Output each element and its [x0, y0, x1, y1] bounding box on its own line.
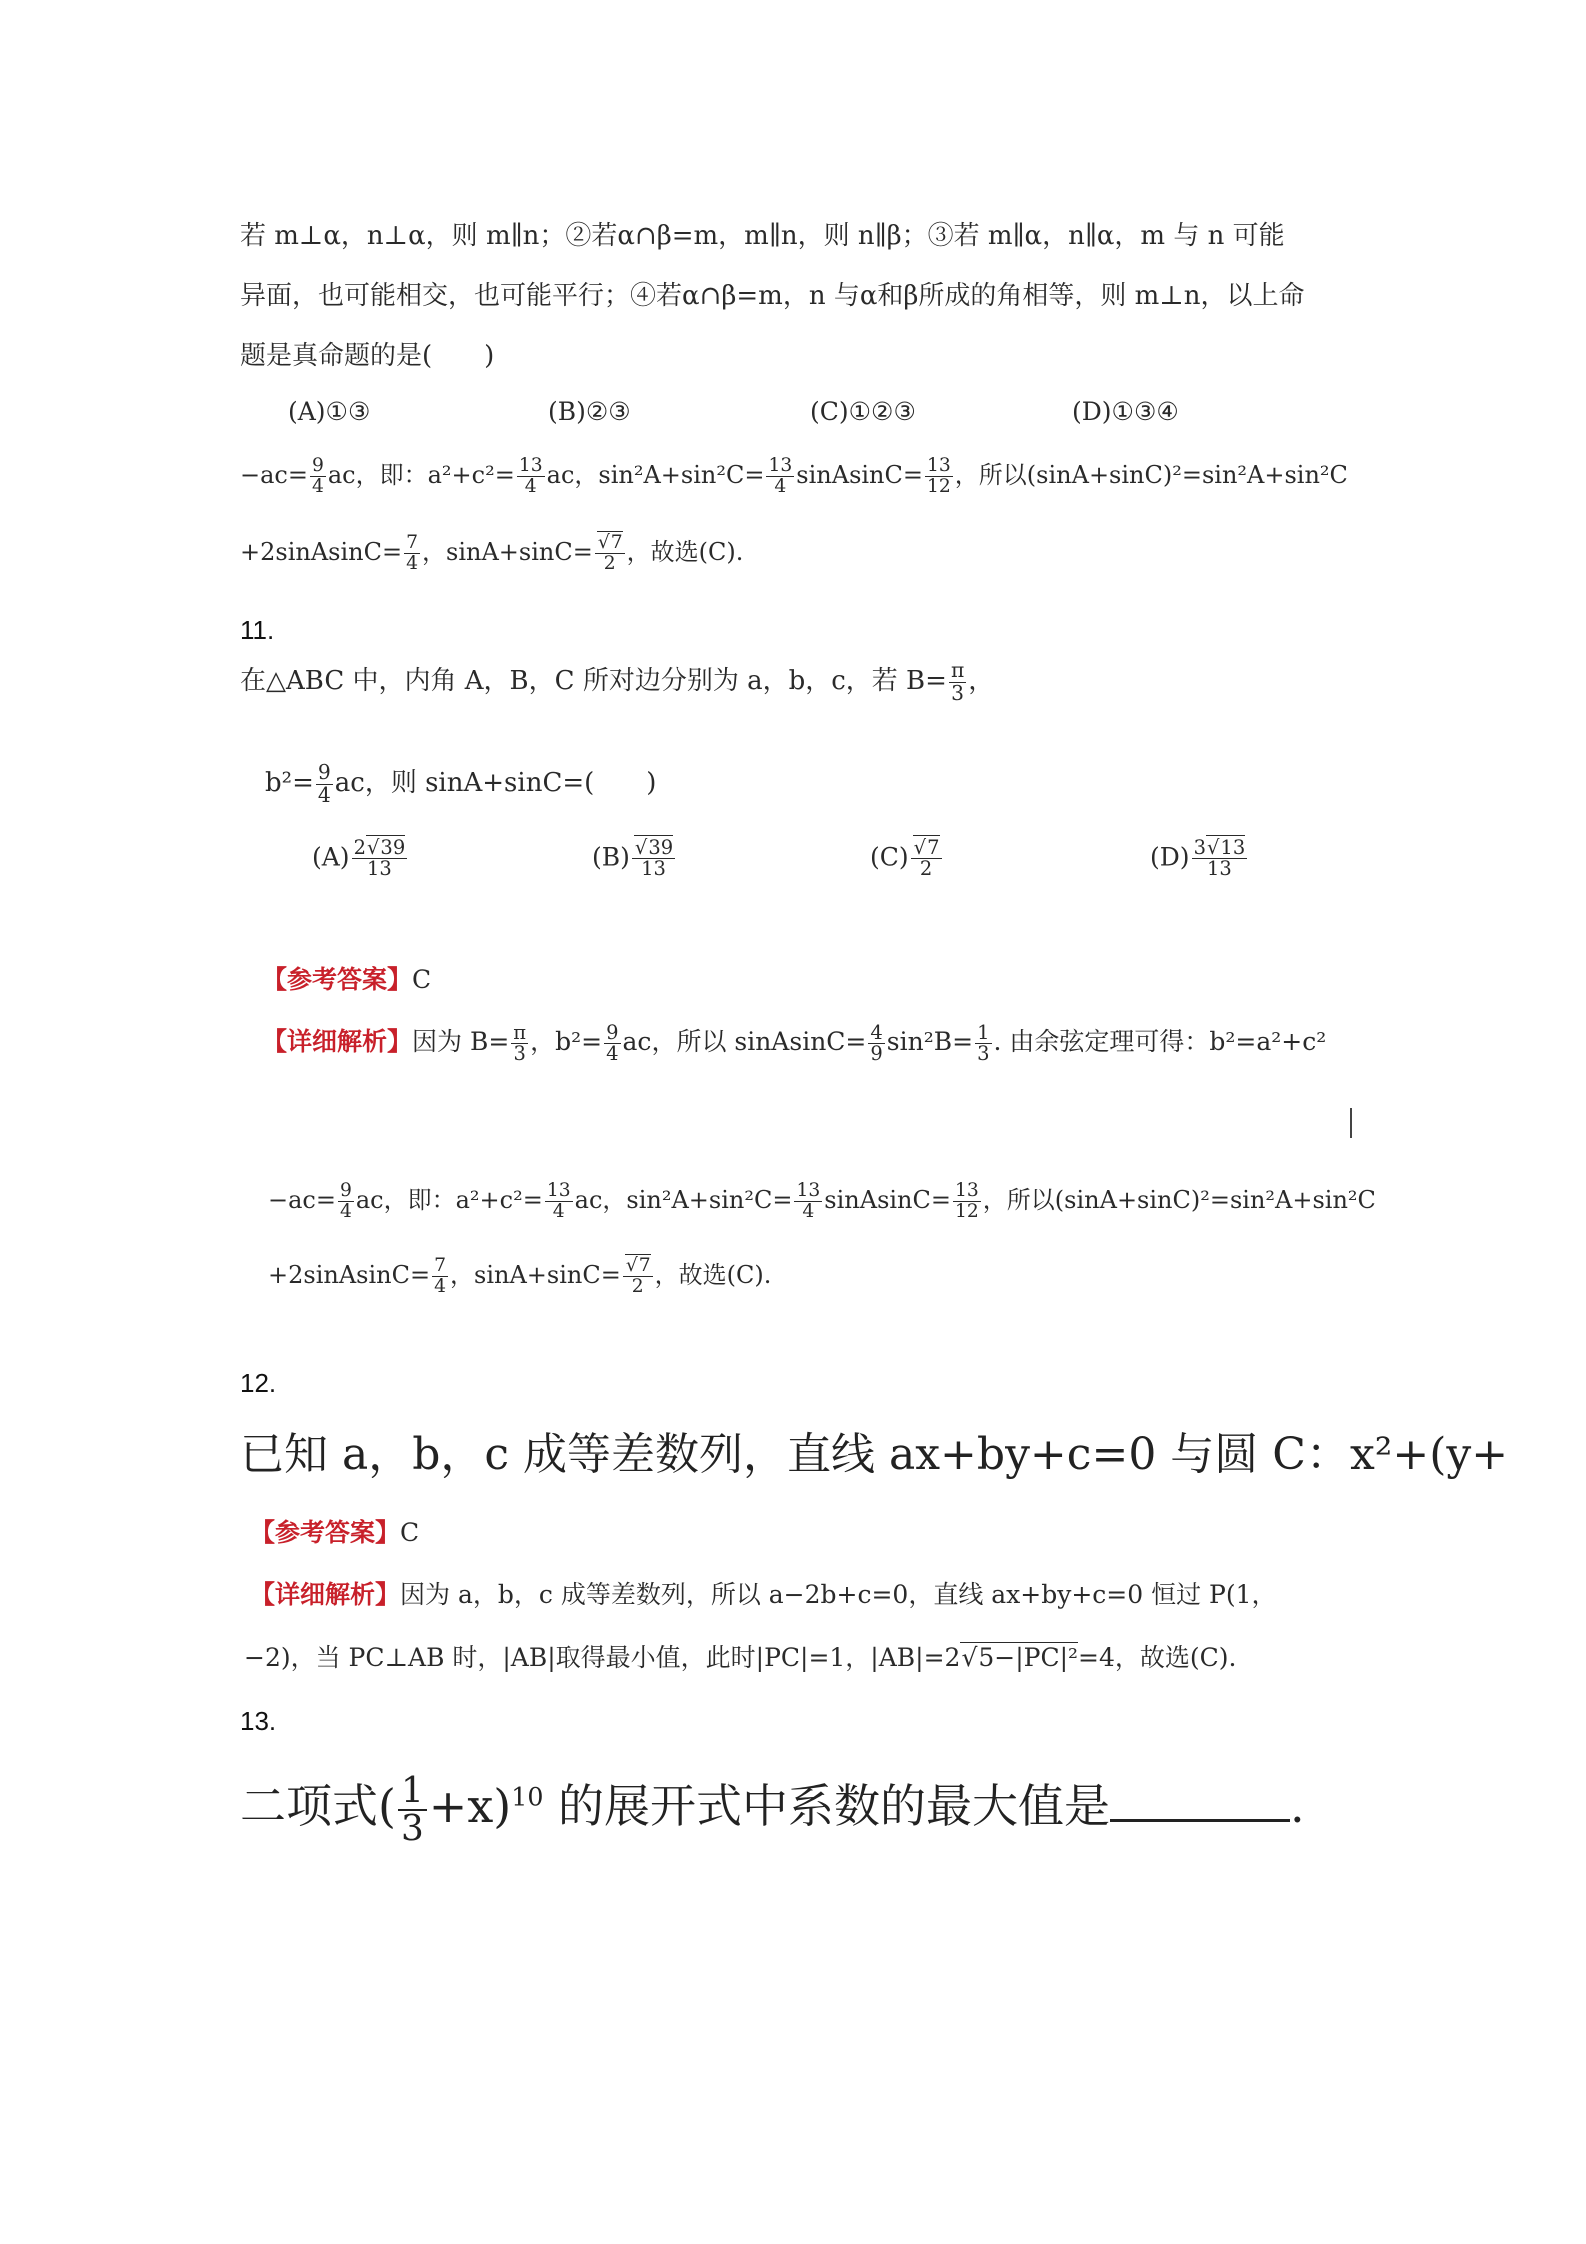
question-12-analysis-line-1: 【详细解析】因为 a，b，c 成等差数列，所以 a−2b+c=0，直线 ax+by+c=0 恒过 P(1，	[250, 1580, 1277, 1609]
top-line-1: 若 m⊥α，n⊥α，则 m∥n；②若α∩β=m，m∥n，则 n∥β；③若 m∥α，n∥α，m 与 n 可能	[240, 221, 1285, 251]
question-13-number: 13.	[240, 1706, 277, 1736]
option-d: (D)①③④	[1072, 397, 1179, 426]
question-11-answer: 【参考答案】C	[262, 965, 432, 994]
answer-blank[interactable]	[1110, 1779, 1290, 1822]
question-11-analysis-line-2: −ac= $\frac{9}{4}$ ac，即：a²+c²= $\frac{13}{4}$ ac，sin²A+sin²C= $\frac{13}{4}$ sinAsinC= $\frac{13}{12}$ ，所以(sinA+sinC)²=sin²A+sin²C	[268, 1180, 1376, 1222]
question-11-option-b: (B) √ $\frac{39}{13}$	[592, 838, 677, 880]
top-solution-line-2: +2sinAsinC= $\frac{7}{4}$ ，sinA+sinC= √ $\frac{7}{2}$ ，故选(C).	[240, 532, 743, 574]
question-11-stem-2: b²= $\frac{9}{4}$ ac，则 sinA+sinC=( )	[265, 760, 657, 807]
option-c: (C)①②③	[810, 397, 916, 426]
question-13-stem: 二项式( $\frac{1}{3}$ +x)$^{10}$ 的展开式中系数的最大值是 .	[240, 1770, 1305, 1849]
question-11-option-a: (A) $\frac{2√ 39}{13}$	[312, 838, 409, 880]
question-11-option-d: (D) $\frac{3√ 13}{13}$	[1150, 838, 1249, 880]
question-11-analysis-line-3: +2sinAsinC= $\frac{7}{4}$ ，sinA+sinC= √ $\frac{7}{2}$ ，故选(C).	[268, 1255, 771, 1297]
scan-edge-mark	[1350, 1108, 1352, 1138]
option-b: (B)②③	[548, 397, 631, 426]
question-12-number: 12.	[240, 1368, 277, 1398]
question-11-analysis-line-1: 【详细解析】因为 B= $\frac{\pi}{3}$ ，b²= $\frac{9}{4}$ ac，所以 sinAsinC= $\frac{4}{9}$ sin²B= $\frac{1}{3}$ . 由余弦定理可得：b²=a²+c²	[262, 1020, 1327, 1065]
question-11-option-c: (C) √ $\frac{7}{2}$	[870, 838, 944, 880]
top-solution-line-1: −ac= $\frac{9}{4}$ ac，即：a²+c²= $\frac{13}{4}$ ac，sin²A+sin²C= $\frac{13}{4}$ sinAsinC= $\frac{13}{12}$ ，所以(sinA+sinC)²=sin²A+sin²C	[240, 455, 1348, 497]
question-12-stem: 已知 a，b，c 成等差数列，直线 ax+by+c=0 与圆 C：x²+(y+	[240, 1429, 1509, 1480]
option-a: (A)①③	[288, 397, 371, 426]
question-11-number: 11.	[240, 615, 275, 645]
question-12-answer: 【参考答案】C	[250, 1518, 420, 1547]
top-line-3: 题是真命题的是( )	[240, 341, 495, 371]
top-line-2: 异面，也可能相交，也可能平行；④若α∩β=m，n 与α和β所成的角相等，则 m⊥n，以上命	[240, 281, 1305, 311]
question-11-stem: 在△ABC 中，内角 A，B，C 所对边分别为 a，b，c，若 B= $\frac{\pi}{3}$ ，	[240, 658, 995, 705]
question-12-analysis-line-2: −2)，当 PC⊥AB 时，|AB|取得最小值，此时|PC|=1，|AB|=2√ 5−|PC|²=4，故选(C).	[244, 1638, 1236, 1674]
